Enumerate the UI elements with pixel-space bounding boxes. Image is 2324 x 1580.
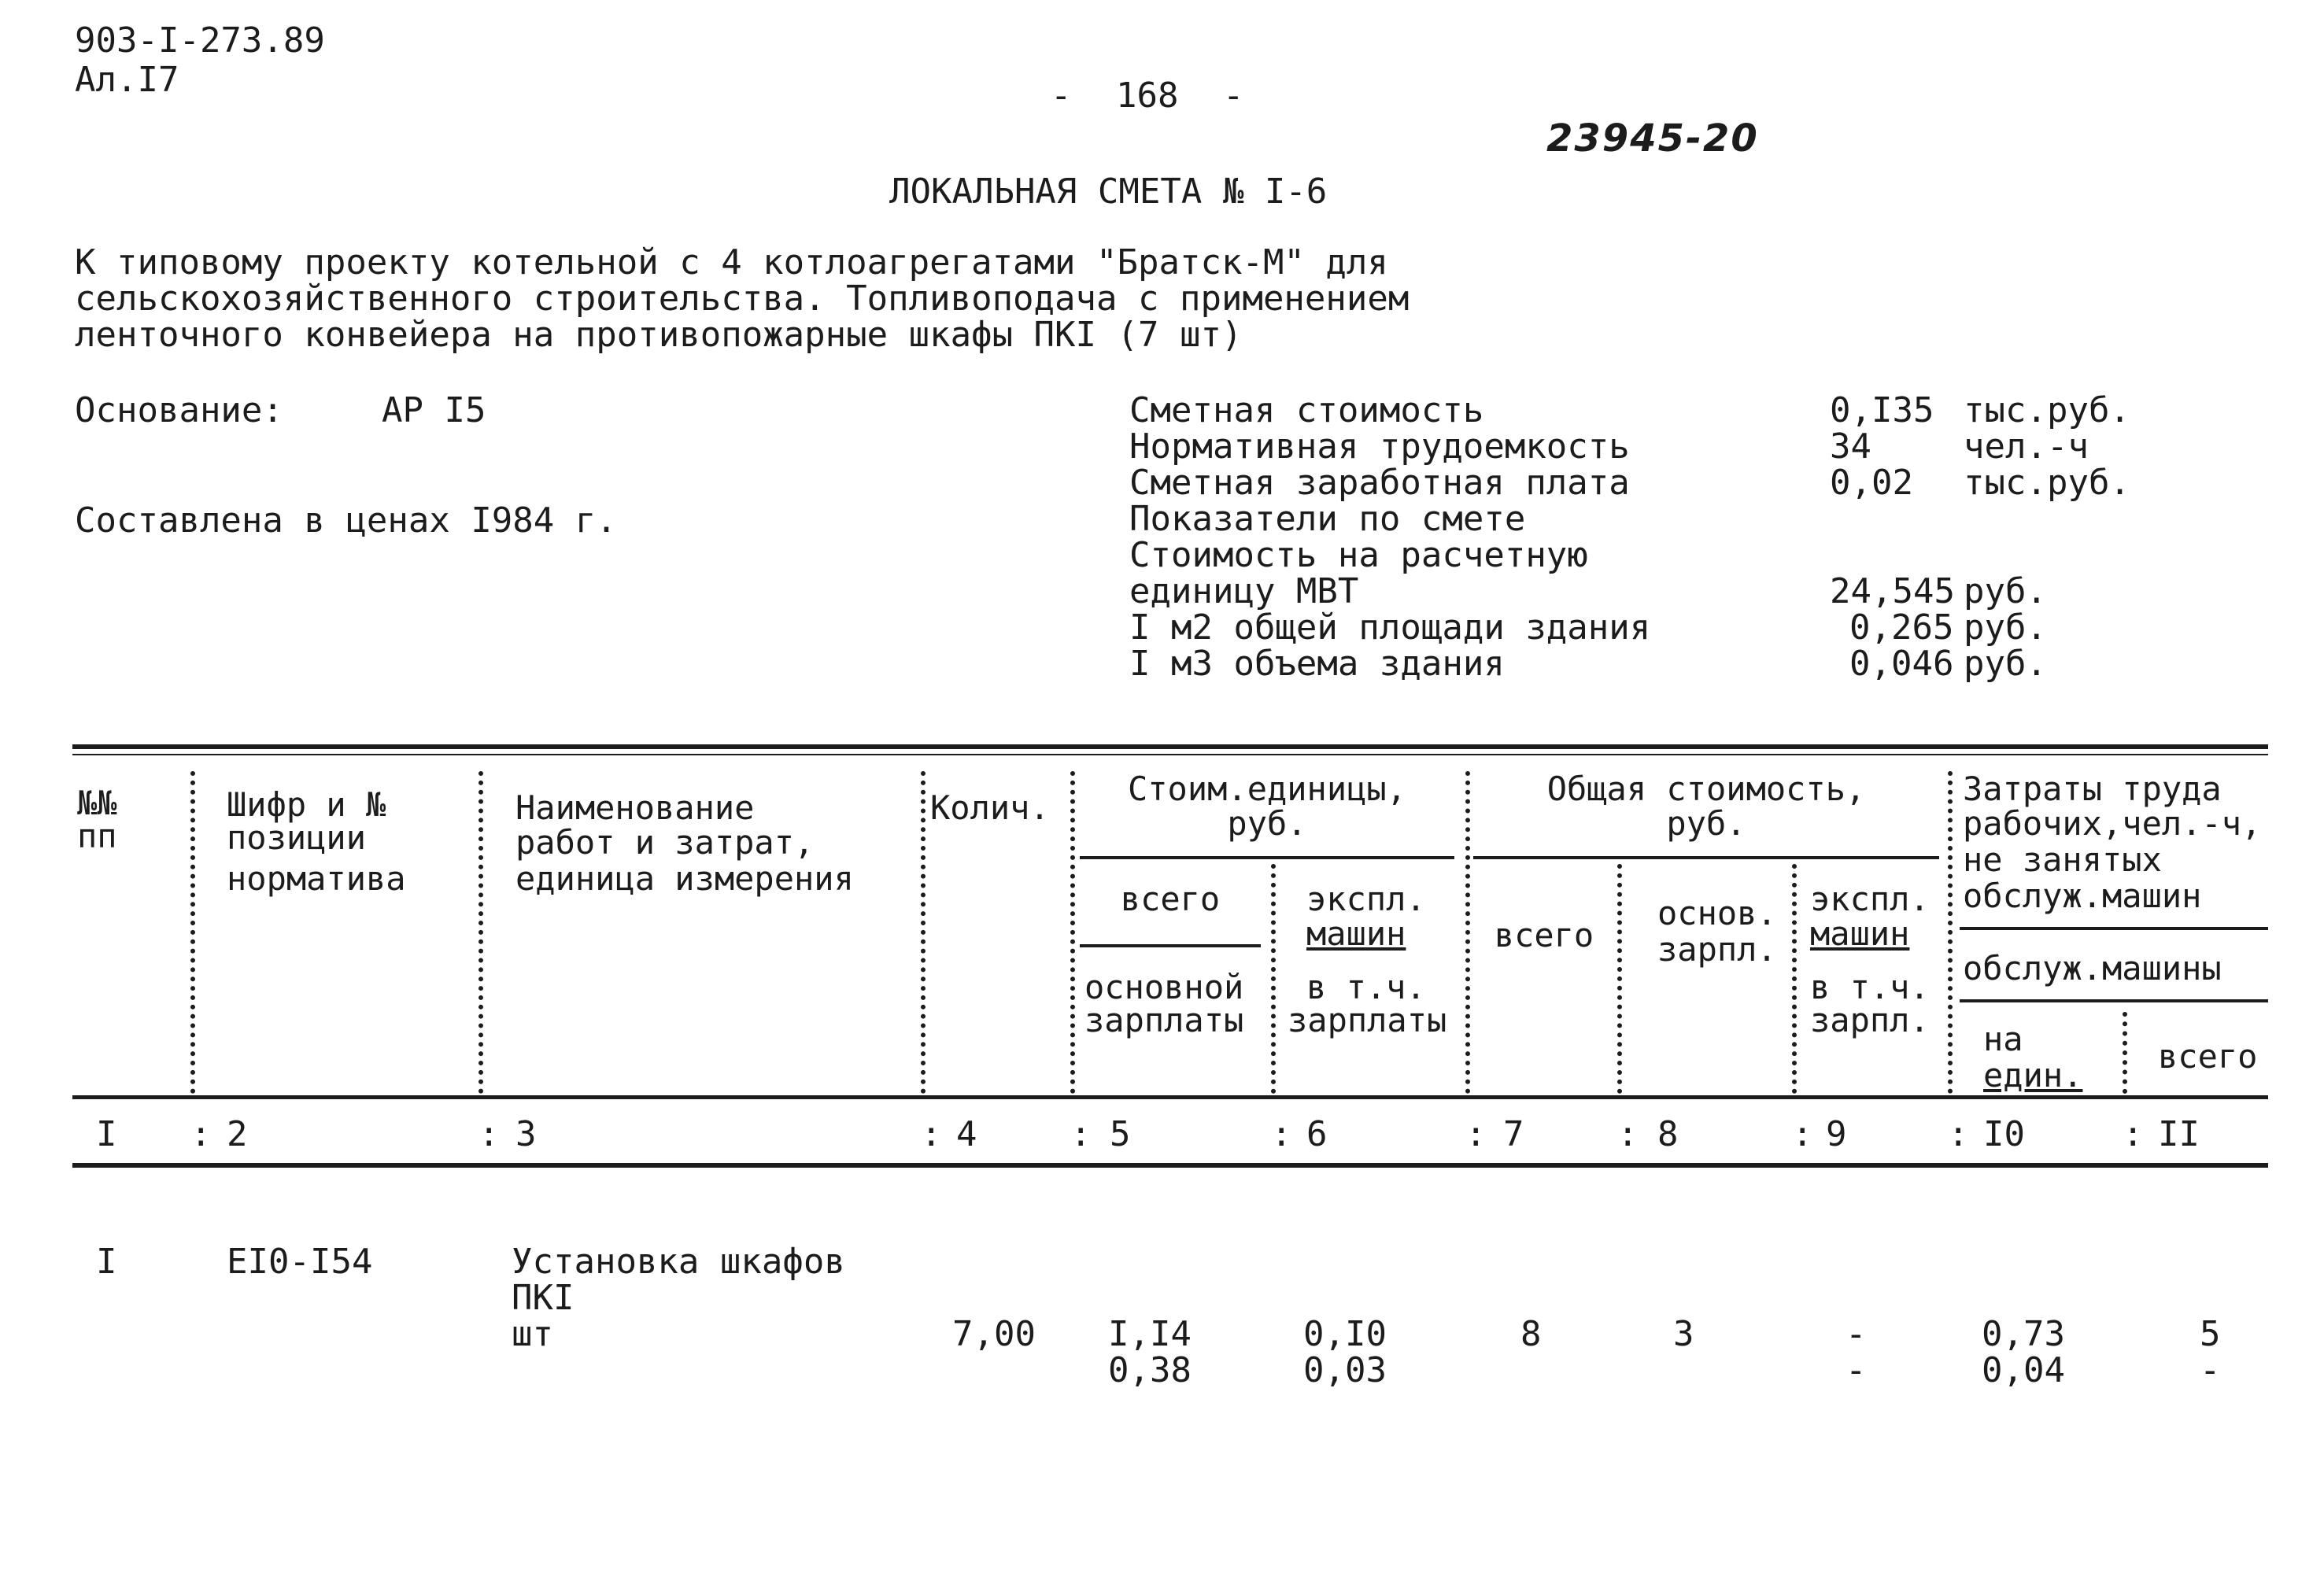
header-unit-cost: Стоим.единицы, [1127, 770, 1406, 808]
header-total-all: всего [1494, 916, 1594, 954]
header-name: работ и затрат, [515, 823, 815, 862]
header-unit-base-wage: зарплаты [1084, 1001, 1244, 1039]
header-quantity: Колич. [930, 788, 1050, 827]
column-number: 9 [1826, 1114, 1847, 1154]
summary-unit: руб. [1964, 571, 2047, 611]
header-unit-machines: машин [1306, 914, 1406, 953]
row-unit: шт [512, 1314, 553, 1354]
row-labor-total: 5 [2200, 1314, 2221, 1354]
summary-label: единицу МВТ [1129, 571, 1359, 611]
stamp-number: 23945-20 [1546, 116, 1759, 161]
column-number: 7 [1503, 1114, 1524, 1154]
unit-cost-rule [1080, 944, 1261, 947]
row-unit-total: I,I4 [1108, 1314, 1192, 1354]
summary-unit: руб. [1964, 644, 2047, 684]
subject-line: сельскохозяйственного строительства. Топливоподача с применением [75, 279, 1410, 319]
header-num: пп [77, 817, 117, 855]
column-divider [2123, 1012, 2127, 1094]
column-divider [921, 771, 926, 1094]
header-labor-total: всего [2158, 1037, 2258, 1076]
summary-label: Нормативная трудоемкость [1129, 426, 1630, 467]
row-total-base: 3 [1673, 1314, 1694, 1354]
number-separator: : [1792, 1114, 1813, 1154]
summary-value: 0,265 [1849, 607, 1954, 648]
column-divider [1271, 864, 1276, 1094]
column-number: 4 [956, 1114, 977, 1154]
summary-unit: чел.-ч [1964, 426, 2089, 467]
row-total-machines: - [1846, 1314, 1867, 1354]
number-separator: : [1271, 1114, 1292, 1154]
column-number: I0 [1983, 1114, 2025, 1154]
header-total-cost: Общая стоимость, [1546, 770, 1866, 808]
row-labor-machines-total: - [2200, 1350, 2221, 1390]
header-bottom-rule [72, 1095, 2268, 1099]
summary-label: Сметная заработная плата [1129, 463, 1630, 503]
header-total-machines: экспл. [1810, 880, 1930, 918]
labor-rule [1960, 999, 2268, 1002]
row-unit-base-wage: 0,38 [1108, 1350, 1192, 1390]
header-code: норматива [227, 859, 406, 898]
header-unit-total: всего [1120, 880, 1221, 918]
album-number: Ал.I7 [75, 60, 179, 100]
column-divider [190, 771, 195, 1094]
column-number: 3 [515, 1114, 537, 1154]
column-divider [1465, 771, 1470, 1094]
number-separator: : [1617, 1114, 1639, 1154]
header-code: Шифр и № [227, 785, 386, 824]
column-number: 2 [227, 1114, 248, 1154]
subject-line: К типовому проекту котельной с 4 котлоагрегатами "Братск-М" для [75, 242, 1388, 282]
header-labor: обслуж.машин [1963, 877, 2202, 915]
header-unit-base-wage: основной [1084, 968, 1244, 1006]
summary-label: I м3 объема здания [1129, 644, 1505, 684]
header-total-base: зарпл. [1657, 930, 1777, 969]
header-unit-cost: руб. [1227, 804, 1307, 843]
summary-value: 0,046 [1849, 644, 1954, 684]
column-number: 6 [1306, 1114, 1328, 1154]
table-top-rule [72, 744, 2268, 749]
labor-rule [1960, 927, 2268, 930]
document-code: 903-I-273.89 [75, 20, 325, 61]
number-separator: : [2123, 1114, 2144, 1154]
header-unit-incl-wage: зарплаты [1288, 1001, 1447, 1039]
summary-value: 24,545 [1830, 571, 1955, 611]
total-cost-rule [1473, 856, 1939, 859]
header-total-incl-wage: в т.ч. [1810, 968, 1930, 1006]
summary-label: Показатели по смете [1129, 499, 1526, 539]
header-labor: не занятых [1963, 840, 2162, 879]
summary-unit: тыс.руб. [1964, 390, 2130, 430]
header-name: Наименование [515, 788, 755, 827]
column-divider [1948, 771, 1953, 1094]
header-unit-machines: экспл. [1306, 880, 1426, 918]
column-divider [1070, 771, 1075, 1094]
column-divider [1792, 864, 1797, 1094]
column-number: II [2158, 1114, 2200, 1154]
table-top-rule [72, 754, 2268, 755]
summary-value: 34 [1830, 426, 1871, 467]
row-number: I [96, 1242, 117, 1282]
number-separator: : [1948, 1114, 1969, 1154]
header-labor: Затраты труда [1963, 770, 2222, 808]
summary-value: 0,02 [1830, 463, 1913, 503]
row-unit-incl-wage: 0,03 [1303, 1350, 1387, 1390]
basis-value: АР I5 [382, 390, 486, 430]
basis-label: Основание: [75, 390, 283, 430]
header-labor-machines: обслуж.машины [1963, 949, 2222, 988]
header-num: №№ [77, 784, 117, 822]
row-total-incl-wage: - [1846, 1350, 1867, 1390]
summary-label: I м2 общей площади здания [1129, 607, 1651, 648]
header-total-machines: машин [1810, 914, 1910, 953]
summary-label: Стоимость на расчетную [1129, 535, 1588, 575]
row-total-all: 8 [1520, 1314, 1542, 1354]
subject-line: ленточного конвейера на противопожарные шкафы ПКI (7 шт) [75, 315, 1243, 355]
summary-unit: руб. [1964, 607, 2047, 648]
number-separator: : [1465, 1114, 1487, 1154]
header-labor-per-unit: на [1983, 1020, 2023, 1058]
row-name: Установка шкафов [512, 1242, 845, 1282]
row-name: ПКI [512, 1278, 575, 1318]
header-total-cost: руб. [1666, 804, 1746, 843]
header-total-incl-wage: зарпл. [1810, 1001, 1930, 1039]
column-number: I [96, 1114, 117, 1154]
header-labor: рабочих,чел.-ч, [1963, 804, 2262, 843]
document-title: ЛОКАЛЬНАЯ СМЕТА № I-6 [889, 172, 1328, 212]
prices-note: Составлена в ценах I984 г. [75, 500, 617, 541]
header-total-base: основ. [1657, 894, 1777, 932]
summary-value: 0,I35 [1830, 390, 1934, 430]
header-unit-incl-wage: в т.ч. [1306, 968, 1426, 1006]
number-separator: : [190, 1114, 212, 1154]
header-labor-per-unit: един. [1983, 1056, 2083, 1095]
unit-cost-rule [1080, 856, 1454, 859]
header-name: единица измерения [515, 859, 854, 898]
row-quantity: 7,00 [952, 1314, 1036, 1354]
column-divider [478, 771, 483, 1094]
column-number: 8 [1657, 1114, 1679, 1154]
row-unit-machines: 0,I0 [1303, 1314, 1387, 1354]
summary-label: Сметная стоимость [1129, 390, 1484, 430]
number-row-rule [72, 1163, 2268, 1168]
page-number: - 168 - [1051, 76, 1244, 116]
row-labor-unit: 0,73 [1982, 1314, 2065, 1354]
column-divider [1617, 864, 1622, 1094]
row-code: ЕI0-I54 [227, 1242, 373, 1282]
number-separator: : [1070, 1114, 1092, 1154]
column-number: 5 [1110, 1114, 1131, 1154]
number-separator: : [921, 1114, 942, 1154]
number-separator: : [478, 1114, 500, 1154]
summary-unit: тыс.руб. [1964, 463, 2130, 503]
row-labor-machines-unit: 0,04 [1982, 1350, 2065, 1390]
header-code: позиции [227, 818, 367, 857]
